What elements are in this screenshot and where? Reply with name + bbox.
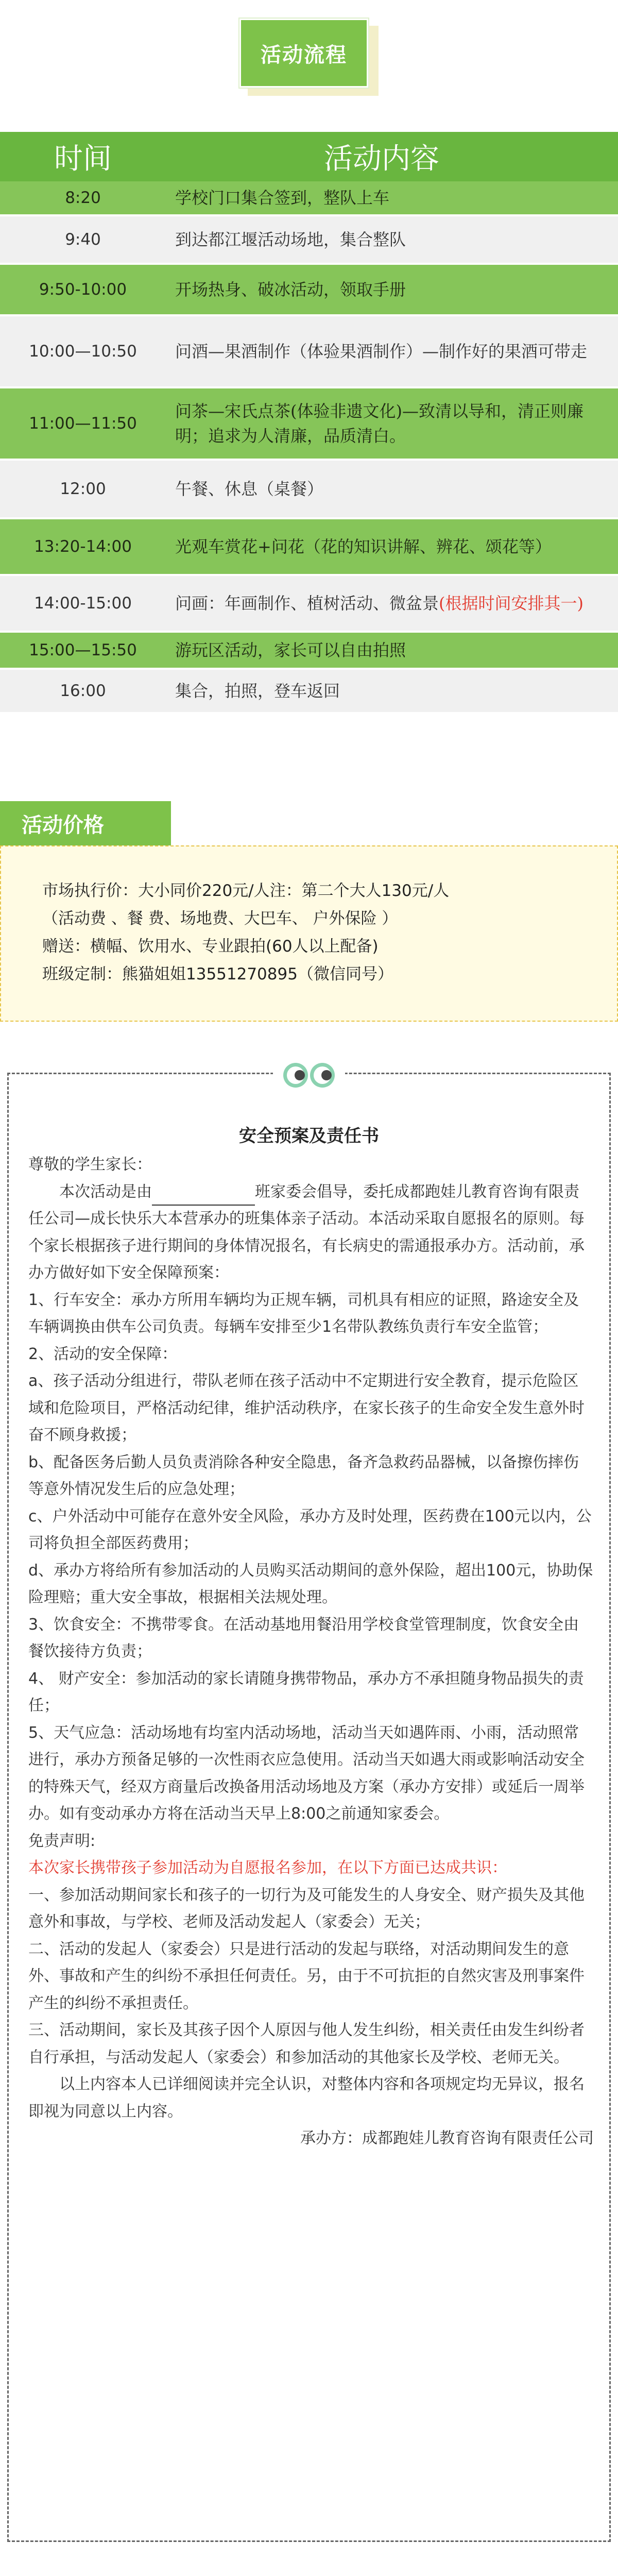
row-activity bbox=[166, 576, 618, 631]
safety-item: 3、饮食安全：不携带零食。在活动基地用餐沿用学校食堂管理制度，饮食安全由餐饮接待方负责； bbox=[28, 1615, 579, 1660]
greeting: 尊敬的学生家长： bbox=[28, 1156, 152, 1174]
row-time: 13:20-14:00 bbox=[34, 537, 132, 556]
row-activity: 光观车赏花+问花（花的知识讲解、辨花、颂花等） bbox=[175, 537, 552, 556]
price-line: 赠送：横幅、饮用水、专业跟拍(60人以上配备) bbox=[42, 937, 379, 956]
safety-item: 2、活动的安全保障： bbox=[28, 1345, 178, 1363]
safety-item: d、承办方将给所有参加活动的人员购买活动期间的意外保险，超出100元，协助保险理赔；重大安全事故，根据相关法规处理。 bbox=[28, 1561, 593, 1606]
safety-title: 安全预案及责任书 bbox=[239, 1126, 379, 1146]
disclaimer-title: 免责声明: bbox=[28, 1832, 96, 1850]
class-name-blank bbox=[152, 1189, 255, 1206]
signature: 承办方：成都跑娃儿教育咨询有限责任公司 bbox=[300, 2129, 594, 2147]
schedule-header bbox=[0, 132, 618, 181]
header-time: 时间 bbox=[54, 142, 112, 176]
row-activity: 开场热身、破冰活动，领取手册 bbox=[175, 280, 406, 299]
row-time: 15:00—15:50 bbox=[29, 641, 137, 659]
safety-item: 1、行车安全：承办方所用车辆均为正规车辆，司机具有相应的证照，路途安全及车辆调换由供车公司负责。每辆车安排至少1名带队教练负责行车安全监管； bbox=[28, 1291, 579, 1336]
safety-item: a、孩子活动分组进行，带队老师在孩子活动中不定期进行安全教育，提示危险区域和危险项目，严格活动纪律，维护活动秩序，在家长孩子的生命安全发生意外时奋不顾身救援； bbox=[28, 1372, 585, 1444]
eyes-icon bbox=[273, 1057, 345, 1093]
row-time: 16:00 bbox=[60, 682, 106, 700]
disclaimer-item: 二、活动的发起人（家委会）只是进行活动的发起与联络，对活动期间发生的意外、事故和产生的纠纷不承担任何责任。另，由于不可抗拒的自然灾害及刑事案件产生的纠纷不承担责任。 bbox=[28, 1940, 585, 2012]
schedule-tag-label: 活动流程 bbox=[239, 19, 368, 88]
row-activity: 问茶—宋氏点茶(体验非遗文化)—致清以导和，清正则廉明；追求为人清廉，品质清白。 bbox=[175, 401, 583, 446]
schedule-row bbox=[0, 461, 618, 519]
price-line: 市场执行价：大小同价220元/人注：第二个大人130元/人 bbox=[42, 882, 450, 900]
safety-body bbox=[28, 1151, 594, 2153]
safety-item: b、配备医务后勤人员负责消除各种安全隐患，备齐急救药品器械，以备擦伤摔伤等意外情况发生后的应急处理； bbox=[28, 1453, 579, 1498]
schedule-section-tag bbox=[239, 19, 384, 99]
safety-agreement-box bbox=[7, 1073, 611, 2542]
row-activity: 集合，拍照，登车返回 bbox=[175, 681, 340, 701]
row-activity: 学校门口集合签到，整队上车 bbox=[175, 188, 390, 208]
intro-paragraph: 本次活动是由 班家委会倡导，委托成都跑娃儿教育咨询有限责任公司—成长快乐大本营承办的班集体亲子活动。本活动采取自愿报名的原则。每个家长根据孩子进行期间的身体情况报名，有长病史的需通报承办方。活动前，承办方做好如下安全保障预案： bbox=[28, 1182, 585, 1282]
safety-item: 5、天气应急：活动场地有均室内活动场地，活动当天如遇阵雨、小雨，活动照常进行，承办方预备足够的一次性雨衣应急使用。活动当天如遇大雨或影响活动安全的特殊天气，经双方商量后改换备用活动场地及方案（承办方安排）或延后一周举办。如有变动承办方将在活动当天早上8:00之前通知家委会。 bbox=[28, 1723, 585, 1823]
safety-item: 4、 财产安全：参加活动的家长请随身携带物品，承办方不承担随身物品损失的责任； bbox=[28, 1669, 584, 1715]
schedule-row bbox=[0, 388, 618, 461]
schedule-row bbox=[0, 316, 618, 388]
row-activity-note: (根据时间安排其一) bbox=[439, 594, 583, 613]
disclaimer-red: 本次家长携带孩子参加活动为自愿报名参加，在以下方面已达成共识： bbox=[28, 1859, 507, 1877]
price-box bbox=[0, 845, 618, 1022]
row-time: 9:40 bbox=[65, 230, 101, 249]
row-time: 14:00-15:00 bbox=[34, 594, 132, 613]
row-time: 9:50-10:00 bbox=[39, 280, 127, 299]
disclaimer-item: 以上内容本人已详细阅读并完全认识，对整体内容和各项规定均无异议，报名即视为同意以上内容。 bbox=[28, 2075, 585, 2121]
disclaimer-item: 一、参加活动期间家长和孩子的一切行为及可能发生的人身安全、财产损失及其他意外和事故，与学校、老师及活动发起人（家委会）无关； bbox=[28, 1886, 585, 1931]
price-section-tag: 活动价格 bbox=[0, 801, 171, 845]
row-time: 8:20 bbox=[65, 189, 101, 207]
row-activity: 问酒—果酒制作（体验果酒制作）—制作好的果酒可带走 bbox=[175, 342, 588, 361]
schedule-row bbox=[0, 519, 618, 576]
price-line: （活动费 、餐 费、场地费、大巴车、 户外保险 ） bbox=[42, 909, 398, 928]
row-time: 10:00—10:50 bbox=[29, 342, 137, 361]
safety-item: c、户外活动中可能存在意外安全风险，承办方及时处理，医药费在100元以内，公司将负担全部医药费用； bbox=[28, 1507, 592, 1552]
row-activity-text: 问画：年画制作、植树活动、微盆景 bbox=[175, 594, 439, 613]
row-time: 12:00 bbox=[60, 480, 106, 498]
schedule-row bbox=[0, 576, 618, 633]
disclaimer-item: 三、活动期间，家长及其孩子因个人原因与他人发生纠纷，相关责任由发生纠纷者自行承担，与活动发起人（家委会）和参加活动的其他家长及学校、老师无关。 bbox=[28, 2021, 585, 2066]
row-activity: 午餐、休息（桌餐） bbox=[175, 479, 324, 499]
schedule-table bbox=[0, 132, 618, 714]
footer-notice bbox=[0, 2571, 618, 2576]
schedule-row bbox=[0, 633, 618, 670]
schedule-row bbox=[0, 265, 618, 316]
schedule-row bbox=[0, 670, 618, 714]
schedule-row bbox=[0, 181, 618, 216]
schedule-row bbox=[0, 216, 618, 265]
row-activity: 游玩区活动，家长可以自由拍照 bbox=[175, 640, 406, 660]
price-line: 班级定制：熊猫姐姐13551270895（微信同号） bbox=[42, 965, 393, 984]
row-time: 11:00—11:50 bbox=[29, 414, 137, 433]
header-activity: 活动内容 bbox=[324, 142, 439, 176]
row-activity: 到达都江堰活动场地，集合整队 bbox=[175, 230, 406, 249]
